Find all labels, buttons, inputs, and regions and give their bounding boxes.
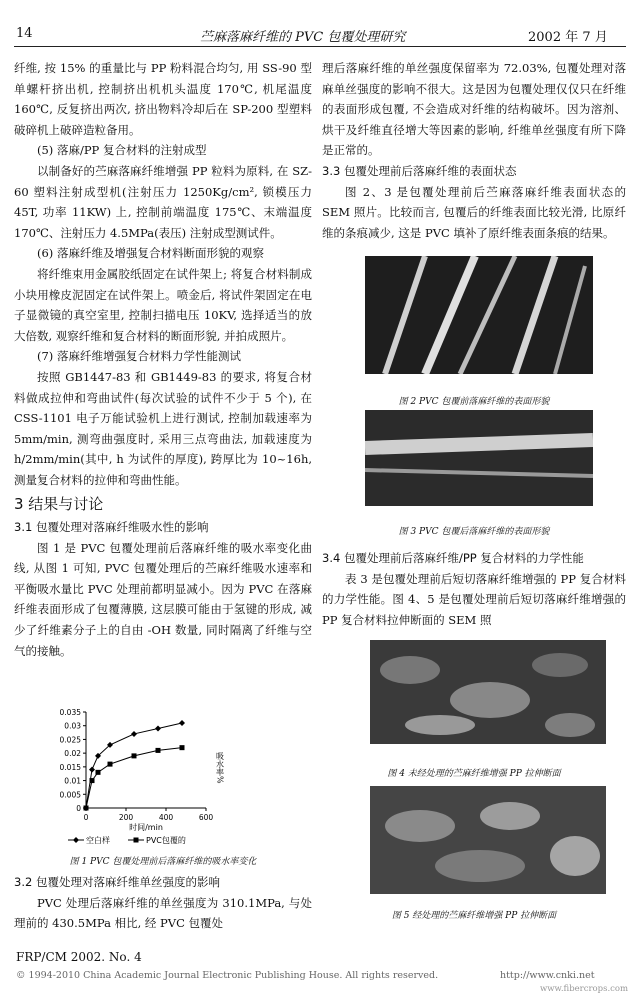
- right-column-mid: [322, 548, 626, 630]
- fig3-caption: 图 3 PVC 包覆后落麻纤维的表面形貌: [398, 527, 550, 537]
- y-tick-label: 0.01: [64, 776, 81, 786]
- data-point: [156, 748, 161, 753]
- x-axis-label: 时间/min: [129, 823, 163, 832]
- subheading: (7) 落麻纤维增强复合材料力学性能测试: [37, 349, 241, 364]
- y-tick-label: 0.03: [64, 721, 81, 731]
- cnki-url[interactable]: http://www.cnki.net: [500, 970, 595, 981]
- data-point: [96, 770, 101, 775]
- journal-footer: FRP/CM 2002. No. 4: [16, 950, 142, 964]
- paragraph: 将纤维束用金属胶纸固定在试件架上; 将复合材料制成小块用橡皮泥固定在试件架上。喷金后, 将试件架固定在电子显微镜的真空室里, 控制扫描电压 10KV, 选择适当的放大倍数, 观察纤维和复合材料的断面形貌, 并拍成照片。: [14, 266, 312, 343]
- subheading: (5) 落麻/PP 复合材料的注射成型: [37, 143, 207, 158]
- y-tick-label: 0: [76, 804, 81, 813]
- fig5-sem-photo: [370, 786, 606, 894]
- subheading: (6) 落麻纤维及增强复合材料断面形貌的观察: [37, 246, 264, 261]
- left-column-bottom: [14, 872, 312, 934]
- paragraph: 理后落麻纤维的单丝强度保留率为 72.03%, 包覆处理对落麻单丝强度的影响不很大。这是因为包覆处理仅仅只在纤维的表面形成包覆, 不会造成对纤维的结构破坏。因为溶剂、烘干及纤维直径增大等因素的影响, 纤维单丝强度有所下降是正常的。: [322, 61, 626, 158]
- paragraph: 按照 GB1447-83 和 GB1449-83 的要求, 将复合材料做成拉伸和弯曲试件(每次试验的试件不少于 5 个), 在 CSS-1101 电子万能试验机上进行测试, 控制加载速率为 5mm/min, 测弯曲强度时, 采用三点弯曲法, 加载速度为 h/2mm/min(其中, h 为试件的厚度), 跨厚比为 10~16h, 测量复合材料的拉伸和弯曲性能。: [14, 369, 312, 487]
- paragraph: 图 1 是 PVC 包覆处理前后落麻纤维的吸水率变化曲线, 从图 1 可知, PVC 包覆处理后的苎麻纤维吸水速率和平衡吸水量比 PVC 处理前都明显减小。因为 PVC 在落麻纤维表面形成了包覆薄膜, 这层膜可能由于氢键的形成, 减少了纤维素分子上的自由 -OH 数量, 同时隔离了纤维与空气的接触。: [14, 540, 312, 658]
- y-tick-label: 0.015: [59, 762, 81, 772]
- section-heading: 3 结果与讨论: [14, 495, 104, 514]
- data-point: [155, 725, 161, 731]
- fracture-texture-graphic: [370, 786, 606, 894]
- y-tick-label: 0.035: [59, 708, 81, 717]
- paragraph: 表 3 是包覆处理前后短切落麻纤维增强的 PP 复合材料的力学性能。图 4、5 是包覆处理前后短切落麻纤维增强的 PP 复合材料拉伸断面的 SEM 照: [322, 571, 626, 627]
- subsection-heading: 3.1 包覆处理对落麻纤维吸水性的影响: [14, 520, 209, 535]
- paragraph: 纤维, 按 15% 的重量比与 PP 粉料混合均匀, 用 SS-90 型单螺杆挤出机, 控制挤出机机头温度 170℃, 机尾温度 160℃, 反复挤出两次, 挤出物料冷却后在 SP-200 型塑料破碎机上破碎造粒备用。: [14, 61, 312, 137]
- fig3-sem-photo: [365, 410, 593, 506]
- y-tick-label: 0.005: [59, 790, 81, 800]
- paragraph: 以制备好的苎麻落麻纤维增强 PP 粒料为原料, 在 SZ-60 塑料注射成型机(注射压力 1250Kg/cm², 锁模压力 45T, 功率 11KW) 上, 控制前端温度 175℃、末端温度 170℃、注射压力 4.5MPa(表压) 注射成型测试件。: [14, 163, 312, 240]
- fiber-strands-graphic: [365, 256, 593, 374]
- data-point: [89, 767, 95, 773]
- fig1-chart: [40, 706, 280, 846]
- paragraph: PVC 处理后落麻纤维的单丝强度为 310.1MPa, 与处理前的 430.5MPa 相比, 经 PVC 包覆处: [14, 895, 312, 931]
- subsection-heading: 3.2 包覆处理对落麻纤维单丝强度的影响: [14, 875, 220, 889]
- fig5-caption: 图 5 经处理的苎麻纤维增强 PP 拉伸断面: [391, 911, 557, 921]
- y-tick-label: 0.025: [59, 735, 81, 745]
- data-point: [84, 806, 89, 811]
- issue-date: 2002 年 7 月: [528, 30, 608, 45]
- data-point: [131, 731, 137, 737]
- y-tick-label: 0.02: [64, 749, 81, 759]
- y-axis-label: 吸水率%: [215, 752, 225, 784]
- fig2-caption: 图 2 PVC 包覆前落麻纤维的表面形貌: [398, 397, 550, 407]
- paragraph: 图 2、3 是包覆处理前后苎麻落麻纤维表面状态的 SEM 照片。比较而言, 包覆后的纤维表面比较光滑, 比原纤维的条痕减少, 这是 PVC 填补了原纤维表面条痕的结果。: [322, 184, 626, 240]
- data-point: [108, 762, 113, 767]
- smooth-fiber-graphic: [365, 410, 593, 506]
- page-number: 14: [16, 26, 33, 41]
- running-title: 苎麻落麻纤维的 PVC 包覆处理研究: [200, 30, 406, 45]
- fig1-caption: 图 1 PVC 包覆处理前后落麻纤维的吸水率变化: [69, 857, 257, 867]
- right-column: [322, 58, 626, 243]
- data-point: [132, 753, 137, 758]
- x-tick-label: 400: [158, 813, 174, 822]
- x-tick-label: 0: [83, 813, 89, 822]
- fig4-caption: 图 4 未经处理的苎麻纤维增强 PP 拉伸断面: [387, 769, 561, 779]
- data-point: [90, 778, 95, 783]
- fig4-sem-photo: [370, 640, 606, 744]
- left-column: [14, 58, 312, 661]
- watermark: www.fibercrops.com: [540, 984, 629, 994]
- fracture-texture-graphic: [370, 640, 606, 744]
- x-tick-label: 600: [198, 813, 214, 822]
- x-tick-label: 200: [118, 813, 134, 822]
- data-point: [180, 745, 185, 750]
- subsection-heading: 3.3 包覆处理前后落麻纤维的表面状态: [322, 163, 517, 178]
- data-point: [179, 720, 185, 726]
- subsection-heading: 3.4 包覆处理前后落麻纤维/PP 复合材料的力学性能: [322, 551, 584, 565]
- legend-label: PVC包覆的: [146, 836, 186, 845]
- copyright: © 1994-2010 China Academic Journal Electronic Publishing House. All rights reserved.: [16, 970, 439, 981]
- fig2-sem-photo: [365, 256, 593, 374]
- header-rule: [14, 46, 626, 47]
- legend-label: 空白样: [86, 836, 110, 845]
